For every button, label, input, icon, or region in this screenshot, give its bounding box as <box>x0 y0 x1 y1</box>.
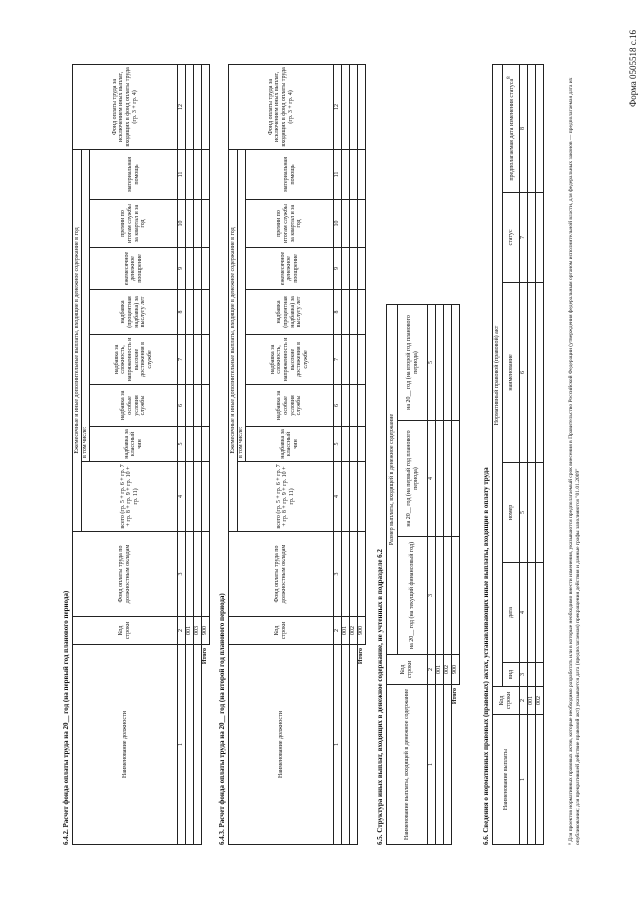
h-status-date: предполагаемая дата изменения статуса$^8$ <box>503 64 520 192</box>
row-cell[interactable] <box>528 715 536 845</box>
col-num: 1 <box>428 685 436 845</box>
row-code: 001 <box>528 687 536 715</box>
h-c9: ежемесячное денежное поощрение <box>246 248 334 290</box>
h-group: Ежемесячные и иные дополнительные выплаты, входящие в денежное содержание в год <box>229 149 238 531</box>
h-name: Наименование выплаты, входящей в денежное содержание <box>387 685 428 845</box>
row-cell[interactable] <box>194 200 202 248</box>
table-row <box>528 64 536 844</box>
col-num: 1 <box>520 715 528 845</box>
col-num: 8 <box>520 64 528 192</box>
row-cell[interactable] <box>194 462 202 532</box>
row-cell[interactable] <box>350 462 358 532</box>
h-name: Наименование выплаты <box>493 715 520 845</box>
total-cell[interactable] <box>202 532 210 617</box>
h-group: Ежемесячные и иные дополнительные выплаты, входящие в денежное содержание в год <box>73 149 82 531</box>
h-c5: надбавка за классный чин <box>246 427 334 462</box>
h-y1: на 20__ год (на текущий финансовый год) <box>398 537 428 655</box>
h-c5: надбавка за классный чин <box>90 427 178 462</box>
col-num: 7 <box>334 335 342 385</box>
col-num: 10 <box>178 200 186 248</box>
col-num: 8 <box>334 290 342 335</box>
h-incl: в том числе: <box>238 149 246 461</box>
row-cell[interactable] <box>444 421 452 537</box>
total-cell[interactable] <box>358 427 366 462</box>
total-cell[interactable] <box>202 149 210 199</box>
row-cell[interactable] <box>186 149 194 199</box>
row-cell[interactable] <box>350 290 358 335</box>
h-number: номер <box>503 463 520 563</box>
total-cell[interactable] <box>358 385 366 427</box>
h-c10: премии по итогам службы за квартал и за год <box>246 200 334 248</box>
h-c9: ежемесячное денежное поощрение <box>90 248 178 290</box>
col-num: 8 <box>178 290 186 335</box>
total-cell[interactable] <box>358 200 366 248</box>
row-cell[interactable] <box>194 64 202 149</box>
total-cell[interactable] <box>202 335 210 385</box>
row-cell[interactable] <box>536 64 544 192</box>
row-cell[interactable] <box>528 193 536 283</box>
row-cell[interactable] <box>186 427 194 462</box>
table-row <box>342 64 350 844</box>
section-642-title: 6.4.2. Расчет фонда оплаты труда на 20__ год (на первый год планового периода) <box>62 590 70 845</box>
row-cell[interactable] <box>436 537 444 655</box>
table-row <box>350 64 358 844</box>
table-643 <box>228 64 366 845</box>
h-c7: надбавка за сложность, напряженность и высокие достижения в службе <box>246 335 334 385</box>
total-row <box>452 305 460 845</box>
col-num: 4 <box>178 462 186 532</box>
row-cell[interactable] <box>536 715 544 845</box>
col-num: 10 <box>334 200 342 248</box>
row-cell[interactable] <box>444 537 452 655</box>
col-num: 4 <box>520 563 528 663</box>
row-cell[interactable] <box>194 385 202 427</box>
total-row <box>358 64 366 844</box>
h-title: наименование <box>503 283 520 463</box>
row-cell[interactable] <box>528 283 536 463</box>
row-cell[interactable] <box>342 64 350 149</box>
row-code: 001 <box>342 617 350 645</box>
row-cell[interactable] <box>186 64 194 149</box>
h-status: статус <box>503 193 520 283</box>
col-num: 2 <box>178 617 186 645</box>
row-cell[interactable] <box>342 532 350 617</box>
row-cell[interactable] <box>436 305 444 421</box>
num-row <box>520 64 528 844</box>
footnote-ref: 8 <box>506 76 512 79</box>
row-cell[interactable] <box>342 385 350 427</box>
col-num: 12 <box>178 64 186 149</box>
total-cell[interactable] <box>358 335 366 385</box>
table-row <box>444 305 452 845</box>
h-position: Наименование должности <box>73 645 178 845</box>
col-num: 6 <box>178 385 186 427</box>
row-code: 002 <box>536 687 544 715</box>
h-date: дата <box>503 563 520 663</box>
row-cell[interactable] <box>528 663 536 687</box>
col-num: 6 <box>520 283 528 463</box>
footnote: ⁸ Для проектов нормативных правовых актов, которые необходимо разработать или в которые необходимо внести изменения, указываются предполагаемый срок внесения в Правительство Российской Федерации (утверждения федеральным органом исполнительной власти, для федеральных законов — предполагаемая дата их опубликования; для прекратившей действие правовой акт) указывается дата (предполагаемая) прекращения действия и данные графы заполняются "01.01.2009" <box>568 77 582 845</box>
h-c11: материальная помощь <box>246 149 334 199</box>
total-cell[interactable] <box>358 149 366 199</box>
section-643-title: 6.4.3. Расчет фонда оплаты труда на 20__ год (на второй год планового периода) <box>218 593 226 845</box>
num-row <box>178 64 186 844</box>
h-size: Размер выплаты, входящей в денежное содержание <box>387 305 398 655</box>
row-cell[interactable] <box>186 335 194 385</box>
row-cell[interactable] <box>528 463 536 563</box>
row-cell[interactable] <box>342 335 350 385</box>
section-66-title: 6.6. Сведения о нормативных правовых (правовых) актах, устанавливающих иные выплаты, входящие в оплату труда <box>482 467 490 845</box>
table-row <box>186 64 194 844</box>
h-c7: надбавка за сложность, напряженность и высокие достижения в службе <box>90 335 178 385</box>
col-num: 1 <box>334 645 342 845</box>
row-code: 002 <box>350 617 358 645</box>
row-cell[interactable] <box>194 532 202 617</box>
row-cell[interactable] <box>194 645 202 845</box>
row-cell[interactable] <box>194 427 202 462</box>
h-fund: Фонд оплаты труда за исключением иных выплат, входящих в фонд оплаты труда (гр. 3 + гр. 4) <box>73 64 178 149</box>
col-num: 11 <box>178 149 186 199</box>
row-cell[interactable] <box>342 427 350 462</box>
col-num: 5 <box>334 427 342 462</box>
total-cell[interactable] <box>358 248 366 290</box>
row-cell[interactable] <box>536 193 544 283</box>
row-cell[interactable] <box>194 290 202 335</box>
h-y2: на 20__ год (на первый год планового периода) <box>398 421 428 537</box>
h-c11: материальная помощь <box>90 149 178 199</box>
total-cell[interactable] <box>202 290 210 335</box>
total-cell[interactable] <box>358 290 366 335</box>
row-cell[interactable] <box>350 335 358 385</box>
row-cell[interactable] <box>350 149 358 199</box>
h-fund: Фонд оплаты труда за исключением иных выплат, входящих в фонд оплаты труда (гр. 3 + гр. 4) <box>229 64 334 149</box>
table-66 <box>492 64 544 845</box>
row-cell[interactable] <box>342 462 350 532</box>
form-number: Форма 0505518 с.16 <box>628 30 638 107</box>
row-cell[interactable] <box>444 685 452 845</box>
row-cell[interactable] <box>350 532 358 617</box>
col-num: 9 <box>178 248 186 290</box>
col-num: 1 <box>178 645 186 845</box>
row-cell[interactable] <box>350 385 358 427</box>
total-cell[interactable] <box>202 64 210 149</box>
row-cell[interactable] <box>186 532 194 617</box>
row-cell[interactable] <box>186 290 194 335</box>
row-cell[interactable] <box>444 305 452 421</box>
h-salary: Фонд оплаты труда по должностным окладам <box>73 532 178 617</box>
row-cell[interactable] <box>342 645 350 845</box>
total-cell[interactable] <box>202 385 210 427</box>
row-cell[interactable] <box>342 248 350 290</box>
table-row <box>436 305 444 845</box>
col-num: 5 <box>520 463 528 563</box>
col-num: 6 <box>334 385 342 427</box>
total-row <box>202 64 210 844</box>
row-code: 001 <box>186 617 194 645</box>
row-cell[interactable] <box>194 248 202 290</box>
col-num: 5 <box>178 427 186 462</box>
col-num: 3 <box>178 532 186 617</box>
col-num: 3 <box>334 532 342 617</box>
row-code: 002 <box>444 655 452 685</box>
col-num: 9 <box>334 248 342 290</box>
total-label: Итого <box>452 688 459 705</box>
col-num: 11 <box>334 149 342 199</box>
row-code: 003 <box>194 617 202 645</box>
h-code: Код строки <box>493 687 520 715</box>
row-cell[interactable] <box>342 200 350 248</box>
col-num: 4 <box>428 421 436 537</box>
h-c8: надбавка (процентная надбавка) за выслугу лет <box>90 290 178 335</box>
row-cell[interactable] <box>528 64 536 192</box>
row-cell[interactable] <box>536 283 544 463</box>
h-code: Код строки <box>229 617 334 645</box>
section-65-title: 6.5. Структура иных выплат, входящих в денежное содержание, не учтенных в подразделе 6.2 <box>376 549 384 845</box>
total-cell[interactable] <box>202 462 210 532</box>
row-cell[interactable] <box>528 563 536 663</box>
total-cell[interactable] <box>452 537 460 655</box>
table-row <box>536 64 544 844</box>
row-cell[interactable] <box>350 427 358 462</box>
total-label: Итого <box>202 648 209 665</box>
col-num: 2 <box>520 687 528 715</box>
total-cell[interactable] <box>452 421 460 537</box>
total-cell[interactable] <box>202 200 210 248</box>
row-cell[interactable] <box>536 563 544 663</box>
total-cell[interactable] <box>202 248 210 290</box>
total-label: Итого <box>358 648 365 665</box>
h-total: всего (гр. 5 + гр. 6 + гр. 7 + гр. 8 + гр. 9 + гр. 10 + гр. 11) <box>238 462 334 532</box>
row-cell[interactable] <box>536 663 544 687</box>
row-cell[interactable] <box>194 335 202 385</box>
h-incl: в том числе: <box>82 149 90 461</box>
col-num: 12 <box>334 64 342 149</box>
h-code: Код строки <box>387 655 428 685</box>
row-cell[interactable] <box>186 462 194 532</box>
h-c6: надбавка за особые условия службы <box>246 385 334 427</box>
h-kind: вид <box>503 663 520 687</box>
h-salary: Фонд оплаты труда по должностным окладам <box>229 532 334 617</box>
table-642 <box>72 64 210 845</box>
h-y3: на 20__ год (на второй год планового периода) <box>398 305 428 421</box>
total-cell[interactable] <box>358 532 366 617</box>
col-num: 7 <box>178 335 186 385</box>
col-num: 2 <box>334 617 342 645</box>
col-num: 5 <box>428 305 436 421</box>
h-act: Нормативный правовой (правовой) акт <box>493 64 503 686</box>
total-cell[interactable] <box>358 462 366 532</box>
total-code: 900 <box>202 617 210 645</box>
col-num: 3 <box>520 663 528 687</box>
total-cell[interactable] <box>358 64 366 149</box>
row-cell[interactable] <box>350 64 358 149</box>
row-cell[interactable] <box>186 200 194 248</box>
h-c10: премии по итогам службы за квартал и за год <box>90 200 178 248</box>
h-total: всего (гр. 5 + гр. 6 + гр. 7 + гр. 8 + гр. 9 + гр. 10 + гр. 11) <box>82 462 178 532</box>
table-row <box>194 64 202 844</box>
row-cell[interactable] <box>186 645 194 845</box>
total-cell[interactable] <box>202 427 210 462</box>
row-cell[interactable] <box>186 248 194 290</box>
row-cell[interactable] <box>342 149 350 199</box>
total-code: 900 <box>358 617 366 645</box>
col-num: 4 <box>334 462 342 532</box>
row-cell[interactable] <box>350 248 358 290</box>
col-num: 2 <box>428 655 436 685</box>
row-cell[interactable] <box>436 685 444 845</box>
col-num: 7 <box>520 193 528 283</box>
row-cell[interactable] <box>194 149 202 199</box>
row-cell[interactable] <box>436 421 444 537</box>
col-num: 3 <box>428 537 436 655</box>
table-65 <box>386 304 460 845</box>
row-cell[interactable] <box>350 645 358 845</box>
row-cell[interactable] <box>186 385 194 427</box>
h-c8: надбавка (процентная надбавка) за выслугу лет <box>246 290 334 335</box>
total-code: 900 <box>452 655 460 685</box>
row-cell[interactable] <box>536 463 544 563</box>
h-c6: надбавка за особые условия службы <box>90 385 178 427</box>
row-code: 001 <box>436 655 444 685</box>
h-code: Код строки <box>73 617 178 645</box>
row-cell[interactable] <box>342 290 350 335</box>
num-row <box>334 64 342 844</box>
total-cell[interactable] <box>452 305 460 421</box>
row-cell[interactable] <box>350 200 358 248</box>
num-row <box>428 305 436 845</box>
h-position: Наименование должности <box>229 645 334 845</box>
